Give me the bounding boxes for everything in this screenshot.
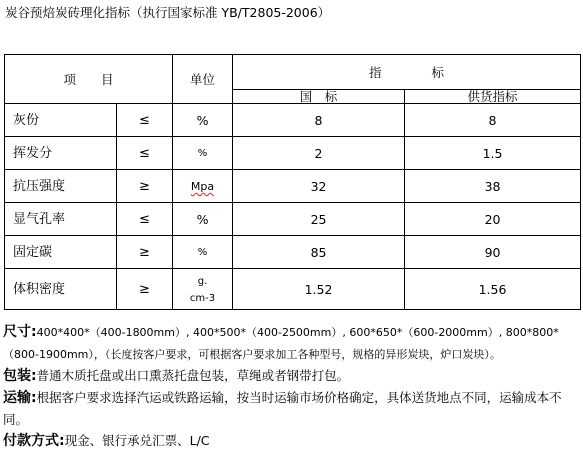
pay-note xyxy=(3,430,580,452)
header-index: 指 标 xyxy=(233,55,581,90)
row-unit xyxy=(173,269,233,310)
pay-text: 现金、银行承兑汇票、L/C xyxy=(64,433,210,448)
row-national: 25 xyxy=(233,203,405,236)
header-supply: 供货指标 xyxy=(405,90,581,104)
row-national: 32 xyxy=(233,170,405,203)
document-title: 炭谷预焙炭砖理化指标（执行国家标准 YB/T2805-2006） xyxy=(5,5,331,20)
spec-table xyxy=(4,54,581,310)
row-national: 8 xyxy=(233,104,405,137)
row-name: 挥发分 xyxy=(5,137,117,170)
table-row xyxy=(5,203,581,236)
row-name: 抗压强度 xyxy=(5,170,117,203)
row-supply: 1.5 xyxy=(405,137,581,170)
size-text: 400*400*（400-1800mm）, 400*500*（400-2500mm）, 600*650*（600-2000mm）, 800*800*（800-1900mm），（长度按客户要求，可根据客户要求加工各种型号，规格的异形炭块，炉口炭块）。 xyxy=(3,326,559,361)
ship-text: 根据客户要求选择汽运或铁路运输，按当时运输市场价格确定，具体送货地点不同，运输成本不同。 xyxy=(3,390,562,427)
notes-section xyxy=(3,321,580,452)
row-supply: 20 xyxy=(405,203,581,236)
table-row xyxy=(5,170,581,203)
row-unit: % xyxy=(173,236,233,269)
header-national: 国 标 xyxy=(233,90,405,104)
ship-note xyxy=(3,387,580,430)
row-name: 体积密度 xyxy=(5,269,117,310)
ship-label: 运输: xyxy=(3,390,37,406)
row-unit: % xyxy=(173,104,233,137)
row-symbol: ≥ xyxy=(117,236,173,269)
row-symbol: ≥ xyxy=(117,170,173,203)
row-national: 2 xyxy=(233,137,405,170)
size-label: 尺寸: xyxy=(3,324,37,340)
row-unit: % xyxy=(173,137,233,170)
row-supply: 8 xyxy=(405,104,581,137)
row-symbol: ≤ xyxy=(117,203,173,236)
row-supply: 38 xyxy=(405,170,581,203)
row-national: 85 xyxy=(233,236,405,269)
pack-text: 普通木质托盘或出口熏蒸托盘包装，草绳或者钢带打包。 xyxy=(36,368,350,383)
table-row xyxy=(5,236,581,269)
row-name: 灰份 xyxy=(5,104,117,137)
header-unit: 单位 xyxy=(173,55,233,104)
pay-label: 付款方式: xyxy=(3,433,65,449)
table-row xyxy=(5,269,581,310)
row-supply: 90 xyxy=(405,236,581,269)
row-symbol: ≤ xyxy=(117,104,173,137)
unit-mpa: Mpa xyxy=(190,180,215,193)
row-unit: % xyxy=(173,203,233,236)
row-unit xyxy=(173,170,233,203)
row-name: 固定碳 xyxy=(5,236,117,269)
unit-line-1: g. xyxy=(197,276,208,287)
row-name: 显气孔率 xyxy=(5,203,117,236)
row-symbol: ≤ xyxy=(117,137,173,170)
pack-note xyxy=(3,365,580,387)
row-symbol: ≥ xyxy=(117,269,173,310)
table-row xyxy=(5,137,581,170)
unit-line-2: cm-3 xyxy=(189,293,216,304)
header-item: 项 目 xyxy=(5,55,173,104)
pack-label: 包装: xyxy=(3,368,37,384)
table-header-row xyxy=(5,55,581,90)
table-row xyxy=(5,104,581,137)
row-supply: 1.56 xyxy=(405,269,581,310)
size-note xyxy=(3,321,580,365)
row-national: 1.52 xyxy=(233,269,405,310)
